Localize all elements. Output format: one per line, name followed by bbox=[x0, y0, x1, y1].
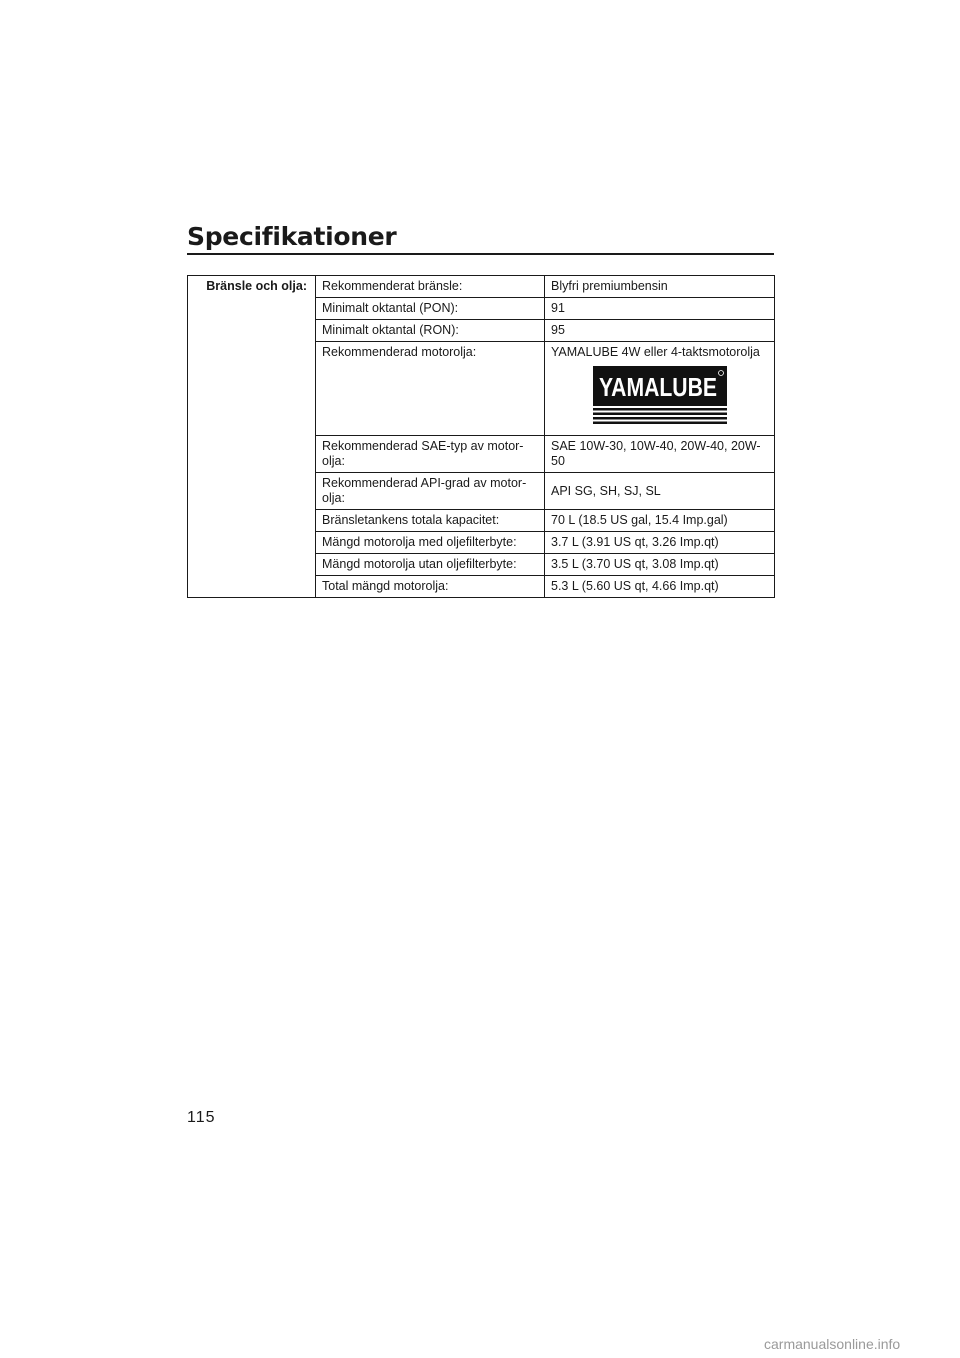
page-number: 115 bbox=[187, 1109, 216, 1126]
table-row bbox=[188, 276, 775, 298]
spec-label: Minimalt oktantal (RON): bbox=[316, 320, 545, 342]
yamalube-logo-icon bbox=[593, 366, 727, 424]
spec-value: 91 bbox=[545, 298, 775, 320]
spec-value: 3.7 L (3.91 US qt, 3.26 Imp.qt) bbox=[545, 532, 775, 554]
watermark[interactable]: carmanualsonline.info bbox=[764, 1336, 901, 1352]
spec-value: SAE 10W-30, 10W-40, 20W-40, 20W-50 bbox=[545, 436, 775, 473]
spec-label: Rekommenderad SAE-typ av motor-olja: bbox=[316, 436, 545, 473]
spec-label: Rekommenderat bränsle: bbox=[316, 276, 545, 298]
spec-value: API SG, SH, SJ, SL bbox=[545, 473, 775, 510]
spec-label: Total mängd motorolja: bbox=[316, 576, 545, 598]
spec-label: Rekommenderad API-grad av motor-olja: bbox=[316, 473, 545, 510]
title-rule bbox=[187, 253, 774, 255]
spec-label: Rekommenderad motorolja: bbox=[316, 342, 545, 436]
spec-value: 70 L (18.5 US gal, 15.4 Imp.gal) bbox=[545, 510, 775, 532]
spec-label: Bränsletankens totala kapacitet: bbox=[316, 510, 545, 532]
spec-label: Minimalt oktantal (PON): bbox=[316, 298, 545, 320]
spec-value: 95 bbox=[545, 320, 775, 342]
category-label: Bränsle och olja: bbox=[188, 276, 316, 598]
spec-table bbox=[187, 275, 775, 598]
spec-value: Blyfri premiumbensin bbox=[545, 276, 775, 298]
svg-text:YAMALUBE: YAMALUBE bbox=[598, 372, 717, 402]
yamalube-logo bbox=[551, 360, 768, 432]
spec-value-with-logo bbox=[545, 342, 775, 436]
spec-value: YAMALUBE 4W eller 4-taktsmotorolja bbox=[551, 345, 760, 359]
spec-label: Mängd motorolja med oljefilterbyte: bbox=[316, 532, 545, 554]
spec-label: Mängd motorolja utan oljefilterbyte: bbox=[316, 554, 545, 576]
spec-value: 5.3 L (5.60 US qt, 4.66 Imp.qt) bbox=[545, 576, 775, 598]
spec-value: 3.5 L (3.70 US qt, 3.08 Imp.qt) bbox=[545, 554, 775, 576]
page-title: Specifikationer bbox=[187, 222, 397, 251]
